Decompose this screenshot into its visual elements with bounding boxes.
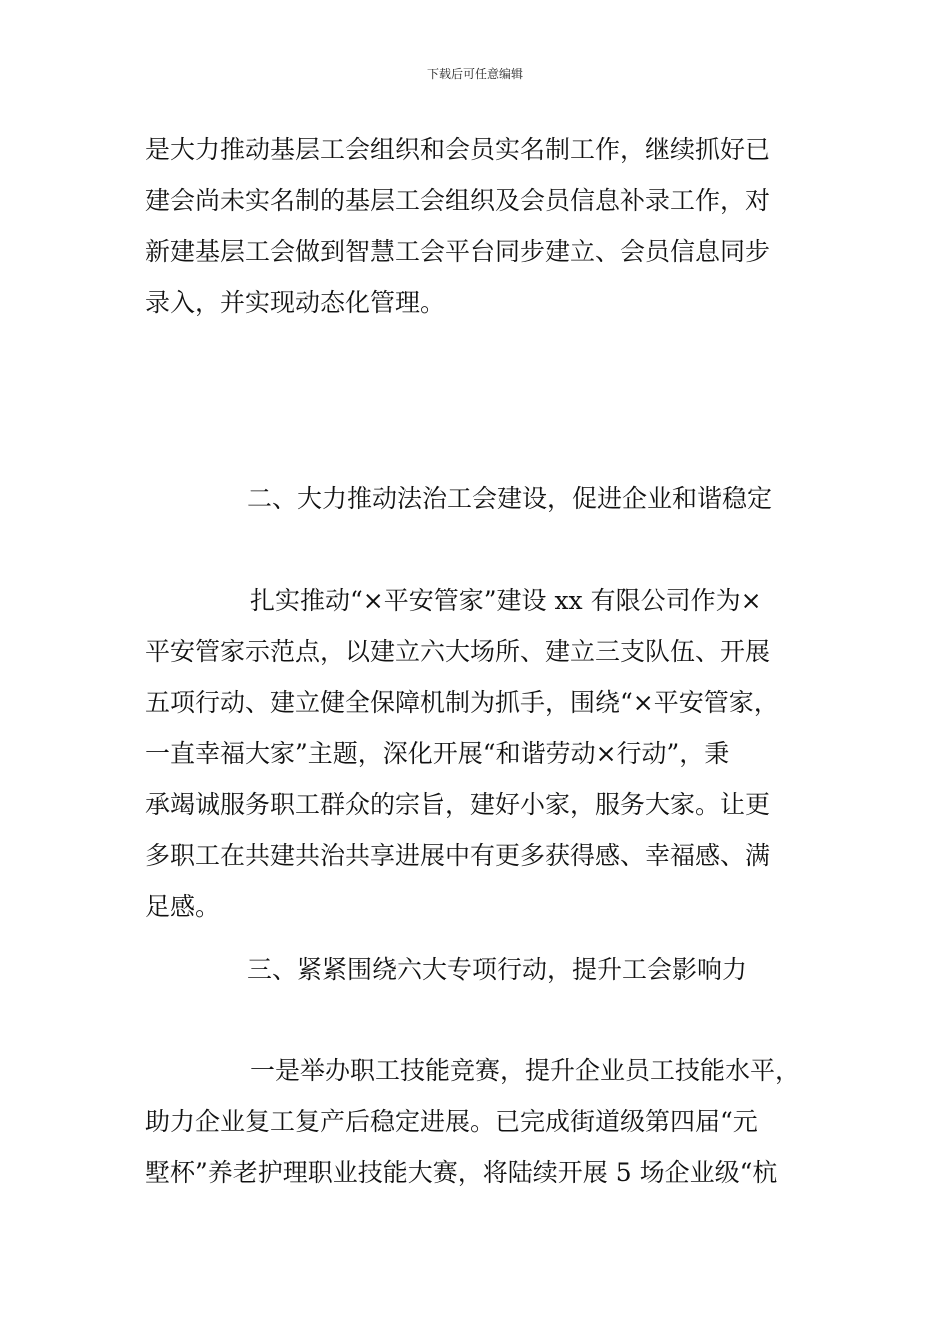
paragraph-skills-competition [145,1045,835,1198]
heading-text: 二、大力推动法治工会建设，促进企业和谐稳定 [247,484,773,513]
paragraph-line: 录入，并实现动态化管理。 [145,288,446,317]
paragraph-line: 一直幸福大家”主题，深化开展“和谐劳动×行动”，秉 [145,739,730,768]
section-heading-2 [247,473,847,524]
paragraph-line: 建会尚未实名制的基层工会组织及会员信息补录工作，对 [145,186,771,215]
paragraph-line: 五项行动、建立健全保障机制为抓手，围绕“×平安管家， [145,688,779,717]
paragraph-line: 扎实推动“×平安管家”建设 xx 有限公司作为× [250,586,762,615]
paragraph-line: 平安管家示范点，以建立六大场所、建立三支队伍、开展 [145,637,771,666]
paragraph-line: 助力企业复工复产后稳定进展。已完成街道级第四届“元 [145,1107,758,1136]
paragraph-line: 墅杯”养老护理职业技能大赛，将陆续开展 5 场企业级“杭 [145,1158,778,1187]
heading-text: 三、紧紧围绕六大专项行动，提升工会影响力 [247,955,748,984]
paragraph-safety-steward [145,575,835,932]
section-heading-3 [247,944,847,995]
paragraph-line: 承竭诚服务职工群众的宗旨，建好小家，服务大家。让更 [145,790,771,819]
paragraph-line: 足感。 [145,892,221,921]
page-header: 下载后可任意编辑 [426,67,523,81]
paragraph-line: 是大力推动基层工会组织和会员实名制工作，继续抓好已 [145,135,771,164]
paragraph-line: 新建基层工会做到智慧工会平台同步建立、会员信息同步 [145,237,771,266]
paragraph-member-registration [145,124,835,328]
paragraph-line: 一是举办职工技能竞赛，提升企业员工技能水平， [250,1056,801,1085]
paragraph-line: 多职工在共建共治共享进展中有更多获得感、幸福感、满 [145,841,771,870]
